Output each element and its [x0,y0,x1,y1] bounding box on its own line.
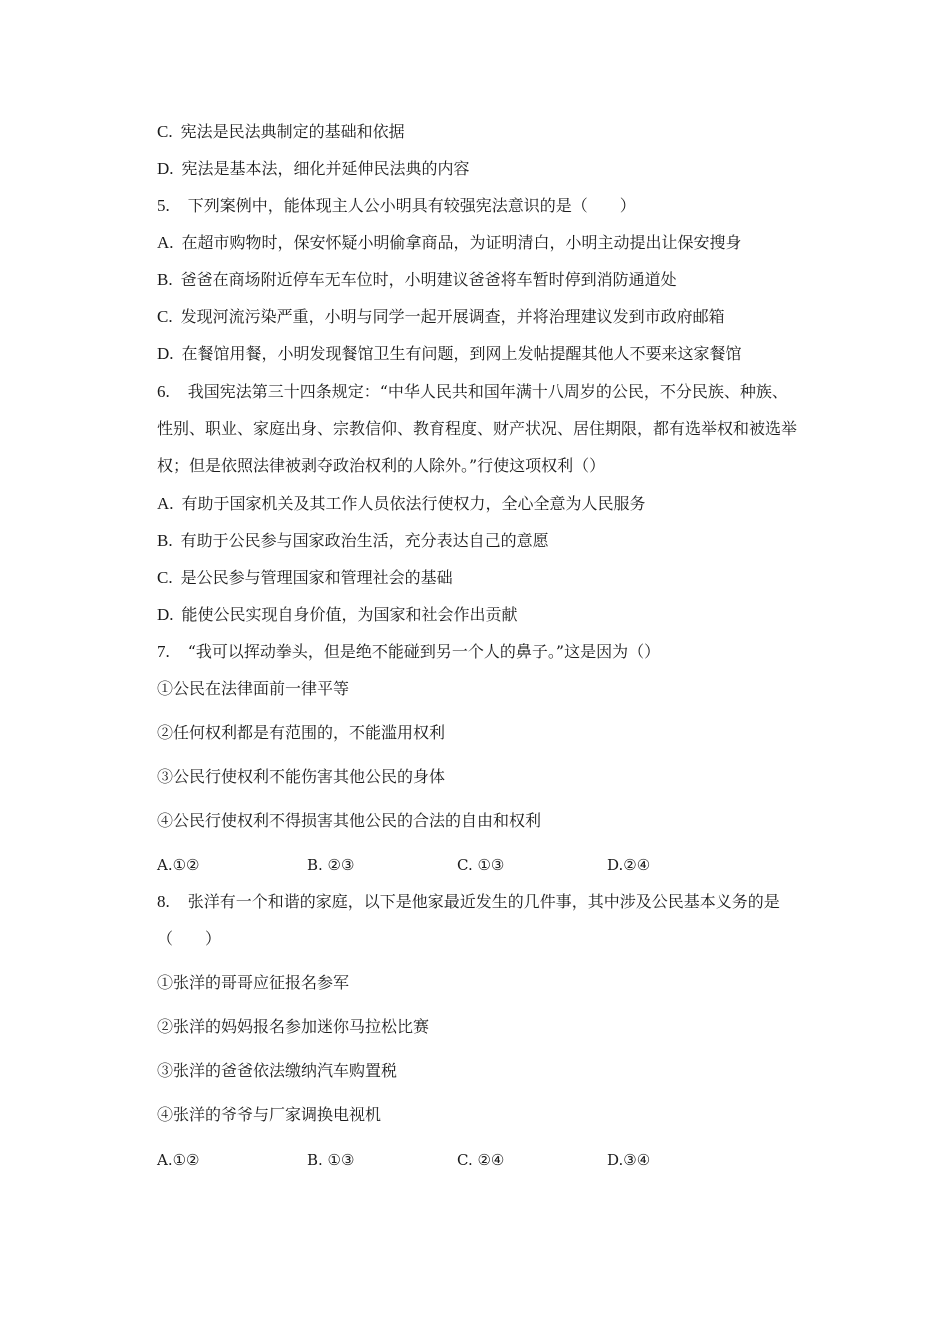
q6-stem-line-1 [157,382,788,402]
q8-choice-a: A.①② [157,1151,200,1169]
question-number: 8. [157,892,170,911]
q8-statement-4 [157,1105,381,1125]
q6-stem-line-3 [157,456,605,476]
option-letter: B. [157,531,173,550]
option-text: 有助于国家机关及其工作人员依法行使权力，全心全意为人民服务 [181,494,646,513]
q7-choice-c: C. ①③ [457,856,505,874]
q7-statement-4 [157,811,541,831]
q7-statement-1 [157,679,349,699]
question-number: 6. [157,382,170,401]
question-stem: 权；但是依照法律被剥夺政治权利的人除外。”行使这项权利（） [157,456,606,475]
option-letter: D. [157,344,174,363]
option-letter: C. [157,307,173,326]
q6-option-d [157,605,518,625]
option-text: 爸爸在商场附近停车无车位时，小明建议爸爸将车暂时停到消防通道处 [180,270,677,289]
statement-text: ④张洋的爷爷与厂家调换电视机 [157,1105,382,1124]
option-letter: A. [157,494,174,513]
q7-choice-d: D.②④ [607,856,651,874]
q5-option-d [157,344,742,364]
q6-option-a [157,494,646,514]
q6-option-b [157,531,549,551]
q4-option-d [157,159,470,179]
q8-choice-c: C. ②④ [457,1151,505,1169]
q7-stem [157,642,660,662]
q8-statement-3 [157,1061,397,1081]
q5-stem [157,196,636,216]
q7-choice-b: B. ②③ [307,856,355,874]
q8-statement-2 [157,1017,429,1037]
option-text: 在超市购物时，保安怀疑小明偷拿商品，为证明清白，小明主动提出让保安搜身 [181,233,742,252]
option-text: 有助于公民参与国家政治生活，充分表达自己的意愿 [180,531,549,550]
question-stem: 性别、职业、家庭出身、宗教信仰、教育程度、财产状况、居住期限，都有选举权和被选举 [157,419,798,438]
option-text: 在餐馆用餐，小明发现餐馆卫生有问题，到网上发帖提醒其他人不要来这家餐馆 [181,344,742,363]
q5-option-c [157,307,725,327]
q8-stem [157,892,780,912]
question-stem: 张洋有一个和谐的家庭，以下是他家最近发生的几件事，其中涉及公民基本义务的是 [187,892,780,911]
q8-choice-b: B. ①③ [307,1151,355,1169]
q7-choice-a: A.①② [157,856,200,874]
q6-stem-line-2 [157,419,797,439]
option-text: 发现河流污染严重，小明与同学一起开展调查，并将治理建议发到市政府邮箱 [180,307,725,326]
statement-text: ③公民行使权利不能伤害其他公民的身体 [157,767,446,786]
statement-text: ①公民在法律面前一律平等 [157,679,350,698]
option-letter: D. [157,159,174,178]
option-letter: B. [157,270,173,289]
option-text: 宪法是基本法，细化并延伸民法典的内容 [181,159,470,178]
statement-text: ①张洋的哥哥应征报名参军 [157,973,350,992]
q8-statement-1 [157,973,349,993]
q7-statement-2 [157,723,445,743]
option-letter: C. [157,568,173,587]
statement-text: ②任何权利都是有范围的，不能滥用权利 [157,723,446,742]
q5-option-b [157,270,677,290]
question-number: 7. [157,642,170,661]
option-text: 能使公民实现自身价值，为国家和社会作出贡献 [181,605,518,624]
statement-text: ④公民行使权利不得损害其他公民的合法的自由和权利 [157,811,542,830]
question-number: 5. [157,196,170,215]
question-stem: “我可以挥动拳头，但是绝不能碰到另一个人的鼻子。”这是因为（） [187,642,661,661]
question-stem: 我国宪法第三十四条规定：“中华人民共和国年满十八周岁的公民，不分民族、种族、 [187,382,788,401]
statement-text: ②张洋的妈妈报名参加迷你马拉松比赛 [157,1017,430,1036]
q5-option-a [157,233,742,253]
q4-option-c [157,122,405,142]
option-letter: C. [157,122,173,141]
q8-choice-d: D.③④ [607,1151,651,1169]
option-text: 是公民参与管理国家和管理社会的基础 [180,568,453,587]
question-stem: 下列案例中，能体现主人公小明具有较强宪法意识的是（ ） [187,196,636,215]
q8-stem-tail [157,929,221,949]
q7-statement-3 [157,767,445,787]
q6-option-c [157,568,453,588]
option-letter: A. [157,233,174,252]
option-letter: D. [157,605,174,624]
option-text: 宪法是民法典制定的基础和依据 [180,122,405,141]
statement-text: ③张洋的爸爸依法缴纳汽车购置税 [157,1061,398,1080]
question-stem: （ ） [157,929,222,948]
